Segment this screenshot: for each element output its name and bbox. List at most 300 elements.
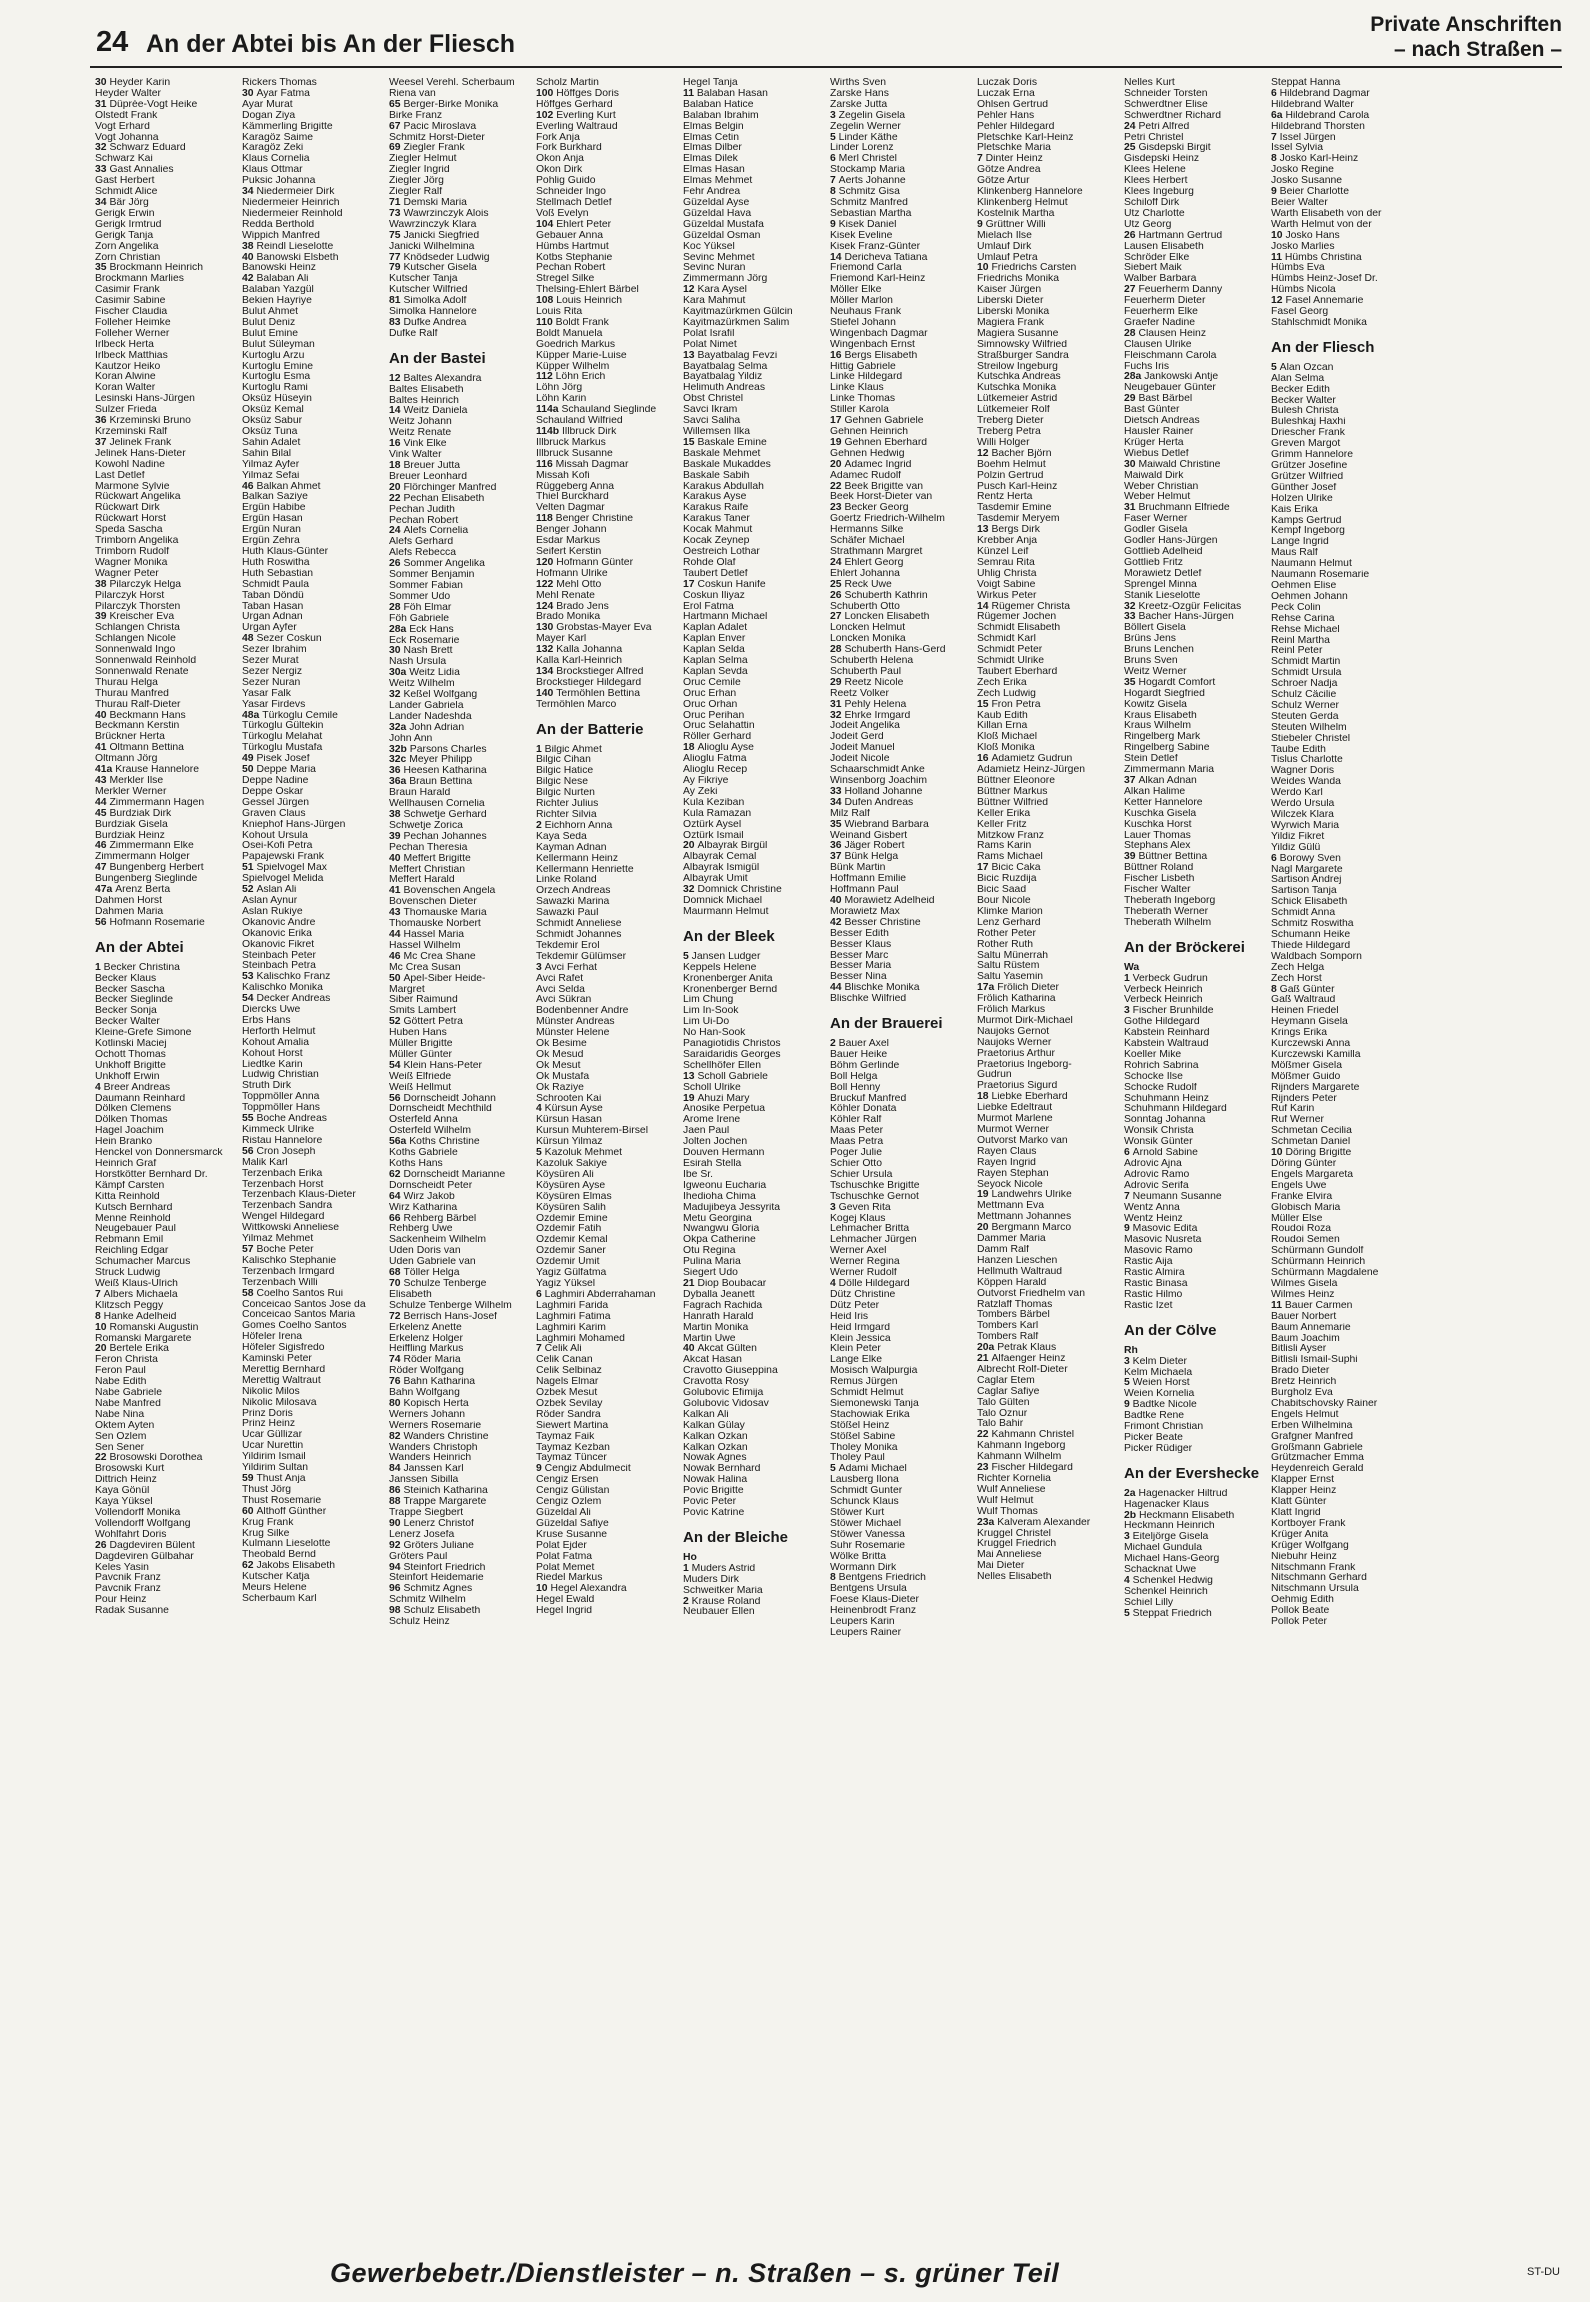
directory-entry: 20 Bertele Erika [95, 1344, 169, 1355]
directory-entry: Özdemir Saner [536, 1246, 606, 1257]
directory-entry: Masovic Nusreta [1124, 1235, 1202, 1246]
directory-entry: 57 Boche Peter [242, 1244, 314, 1255]
directory-entry: Klaus Ottmar [242, 165, 303, 176]
directory-entry: Zegelin Werner [830, 121, 901, 132]
directory-entry: Kürsun Yilmaz [536, 1137, 603, 1148]
directory-entry: Karakus Abdullah [683, 481, 764, 492]
directory-entry: 14 Rügemer Christa [977, 601, 1070, 612]
directory-entry: Schuberth Paul [830, 666, 902, 677]
directory-entry: Osterfeld Anna [389, 1115, 458, 1126]
directory-entry: Kostelnik Martha [977, 208, 1055, 219]
directory-entry: Taymaz Faik [536, 1431, 595, 1442]
directory-entry: 28a Jankowski Antje [1124, 372, 1219, 383]
directory-entry: Büttner Markus [977, 786, 1048, 797]
directory-entry: 9 Cengiz Abdulmecit [536, 1464, 631, 1475]
directory-entry: 12 Baltes Alexandra [389, 373, 482, 384]
directory-entry: Talo Bahir [977, 1419, 1024, 1430]
directory-entry: Ketter Hannelore [1124, 797, 1203, 808]
directory-entry: Kraus Wilhelm [1124, 721, 1191, 732]
directory-entry: Winsenborg Joachim [830, 776, 928, 786]
directory-entry: Dütz Christine [830, 1289, 896, 1300]
directory-entry: Ergün Zehra [242, 536, 300, 547]
directory-entry: 54 Klein Hans-Peter [389, 1060, 482, 1071]
directory-entry: Heydenreich Gerald [1271, 1464, 1364, 1475]
directory-entry: 10 Friedrichs Carsten [977, 263, 1077, 274]
directory-entry: Burdziak Heinz [95, 830, 165, 841]
directory-entry: Ziegler Jörg [389, 176, 444, 187]
directory-entry: Möller Elke [830, 285, 882, 296]
directory-entry: Wentz Anna [1124, 1202, 1180, 1213]
directory-entry: Praetorius Ingeborg- [977, 1059, 1072, 1070]
directory-entry: Özdemir Kemal [536, 1235, 608, 1246]
directory-entry: Sevinc Nuran [683, 263, 746, 274]
directory-entry: Magiera Susanne [977, 328, 1059, 339]
directory-entry: Möller Marlon [830, 296, 893, 307]
directory-entry: 19 Gehnen Eberhard [830, 437, 928, 448]
directory-entry: Kniephof Hans-Jürgen [242, 819, 346, 830]
directory-entry: Kamps Gertrud [1271, 515, 1342, 526]
directory-entry: Laghmiri Farida [536, 1300, 609, 1311]
directory-entry: Nikolic Milosava [242, 1397, 317, 1408]
directory-entry: Graven Claus [242, 808, 306, 819]
directory-entry: Tholey Monika [830, 1442, 898, 1453]
directory-entry: Erkelenz Holger [389, 1333, 463, 1344]
directory-entry: Alioglu Recep [683, 765, 748, 776]
directory-entry: Thurau Ralf-Dieter [95, 699, 181, 710]
directory-entry: Heid Irmgard [830, 1322, 891, 1333]
page-header [0, 0, 1590, 66]
directory-entry: Kutsch Bernhard [95, 1202, 173, 1213]
directory-entry: 32a John Adrian [389, 722, 465, 733]
directory-entry: Casimir Sabine [95, 296, 166, 307]
directory-entry: Illbruck Markus [536, 437, 606, 448]
directory-entry: 66 Rehberg Bärbel [389, 1213, 477, 1224]
directory-entry: Yasar Falk [242, 688, 291, 699]
directory-entry: Buleshkaj Haxhi [1271, 417, 1346, 428]
directory-entry: 11 Bauer Carmen [1271, 1300, 1353, 1311]
directory-entry: Bauer Heike [830, 1049, 888, 1060]
directory-entry: Schürmann Gundolf [1271, 1246, 1364, 1257]
directory-entry: Masovic Ramo [1124, 1246, 1193, 1257]
directory-entry: Polat Fatma [536, 1551, 593, 1562]
directory-entry: Gothe Hildegard [1124, 1017, 1200, 1028]
directory-entry: 56 Hofmann Rosemarie [95, 917, 205, 928]
directory-entry: Nabe Nina [95, 1409, 145, 1420]
directory-entry: 4 Dölle Hildegard [830, 1278, 910, 1289]
directory-entry: Adamietz Heinz-Jürgen [977, 765, 1085, 776]
directory-entry: Utz Charlotte [1124, 208, 1185, 219]
directory-entry: Banowski Heinz [242, 263, 316, 274]
directory-entry: Öztürk Ismail [683, 830, 744, 841]
directory-entry: Celik Canan [536, 1355, 593, 1366]
directory-entry: 62 Jakobs Elisabeth [242, 1561, 336, 1572]
directory-entry: Weitz Renate [389, 428, 452, 439]
directory-entry: 19 Landwehrs Ulrike [977, 1190, 1072, 1201]
directory-entry: Gaß Waltraud [1271, 995, 1336, 1006]
directory-entry: Kahmann Wilhelm [977, 1452, 1062, 1463]
directory-entry: 30 Ayar Fatma [242, 88, 310, 99]
directory-entry: Schmitz Horst-Dieter [389, 132, 485, 143]
page-title: An der Abtei bis An der Fliesch [146, 30, 516, 58]
directory-entry: 30 Maiwald Christine [1124, 459, 1221, 470]
directory-entry: Roudoi Semen [1271, 1235, 1340, 1246]
directory-entry: Coskun Iliyaz [683, 590, 745, 601]
directory-entry: Köysüren Ali [536, 1169, 594, 1180]
directory-entry: Ok Mesut [536, 1060, 581, 1071]
directory-entry: Becker Klaus [95, 973, 157, 984]
directory-entry: Praetorius Sigurd [977, 1081, 1058, 1092]
directory-entry: Merettig Waltraut [242, 1375, 321, 1386]
directory-entry: 1 Verbeck Gudrun [1124, 973, 1208, 984]
directory-entry: 9 Beier Charlotte [1271, 187, 1349, 198]
directory-entry: 33 Gast Annalies [95, 165, 174, 176]
directory-entry: Outvorst Marko van [977, 1135, 1068, 1146]
directory-entry: Albrecht Rolf-Dieter [977, 1364, 1068, 1375]
directory-entry: Güzeldal Safiye [536, 1518, 609, 1529]
directory-entry: Merkler Werner [95, 786, 167, 797]
directory-column [242, 78, 389, 2250]
directory-entry: 38 Reindl Lieselotte [242, 241, 334, 252]
directory-entry: Röller Gerhard [683, 732, 752, 743]
directory-entry: Neubauer Ellen [683, 1607, 755, 1618]
directory-entry: Oruc Erhan [683, 688, 737, 699]
directory-entry: Simolka Hannelore [389, 307, 477, 318]
directory-entry: Yildiz Fikret [1271, 831, 1325, 842]
directory-entry: Damm Ralf [977, 1244, 1029, 1255]
directory-entry: Oruc Orhan [683, 699, 738, 710]
directory-entry: 4 Breer Andreas [95, 1082, 171, 1093]
directory-entry: Köhler Donata [830, 1104, 897, 1115]
directory-entry: Besser Klaus [830, 939, 892, 950]
directory-entry: Greven Margot [1271, 439, 1341, 450]
directory-entry: Thomauske Norbert [389, 919, 481, 930]
directory-entry: Irlbeck Matthias [95, 350, 168, 361]
directory-entry: Schneider Torsten [1124, 88, 1208, 99]
directory-entry: Poger Julie [830, 1148, 882, 1159]
directory-entry: Josko Marlies [1271, 241, 1335, 252]
directory-entry: Ok Mustafa [536, 1071, 590, 1082]
directory-entry: 10 Hegel Alexandra [536, 1584, 627, 1595]
directory-entry: Ay Fikriye [683, 776, 729, 786]
directory-entry: 48 Sezer Coskun [242, 634, 322, 645]
directory-entry: Kalkan Özkan [683, 1442, 748, 1453]
directory-entry: 73 Wawrzinczyk Alois [389, 208, 489, 219]
directory-column [830, 78, 977, 2250]
directory-entry: Outvorst Friedhelm van [977, 1288, 1085, 1299]
directory-entry: Josko Regine [1271, 165, 1334, 176]
directory-entry: Kutschka Monika [977, 383, 1057, 394]
directory-entry: 9 Kisek Daniel [830, 219, 897, 230]
directory-entry: Schuhmann Heinz [1124, 1093, 1209, 1104]
directory-entry: 34 Niedermeier Dirk [242, 187, 335, 198]
directory-entry: Köysüren Elmas [536, 1191, 612, 1202]
directory-entry: Kautzor Heiko [95, 361, 161, 372]
directory-entry: 18 Alioglu Ayse [683, 743, 754, 754]
directory-entry: Hegel Ingrid [536, 1606, 593, 1617]
directory-entry: Kruggel Friedrich [977, 1539, 1057, 1550]
directory-entry: 12 Kara Aysel [683, 285, 747, 296]
directory-entry: Karakus Taner [683, 514, 750, 525]
directory-entry: Ruf Karin [1271, 1104, 1315, 1115]
directory-entry: Kabstein Reinhard [1124, 1028, 1210, 1039]
directory-entry: Elmas Belgin [683, 121, 744, 132]
directory-entry: 4 Kürsun Ayse [536, 1104, 603, 1115]
directory-entry: Thurau Manfred [95, 688, 169, 699]
directory-entry: 72 Berrisch Hans-Josef [389, 1311, 497, 1322]
directory-entry: Schenkel Heinrich [1124, 1586, 1208, 1597]
directory-entry: Frimont Christian [1124, 1422, 1204, 1433]
directory-entry: Kronenberger Anita [683, 973, 773, 984]
directory-entry: Terzenbach Irmgard [242, 1266, 335, 1277]
directory-entry: 3 Eitelјörge Gisela [1124, 1532, 1209, 1543]
street-heading: An der Bleek [683, 927, 775, 945]
directory-entry: Köysüren Salih [536, 1202, 606, 1213]
directory-entry: Terzenbach Sandra [242, 1201, 333, 1212]
directory-entry: Murmot Marlene [977, 1114, 1053, 1125]
directory-entry: Hagel Joachim [95, 1126, 164, 1137]
directory-entry: Baum Joachim [1271, 1333, 1340, 1344]
directory-entry: Bruns Lenchen [1124, 645, 1194, 656]
directory-entry: Mai Anneliese [977, 1550, 1042, 1561]
directory-entry: 20a Petrak Klaus [977, 1343, 1057, 1354]
directory-entry: Kelm Michaela [1124, 1367, 1193, 1378]
directory-entry: 10 Döring Brigitte [1271, 1148, 1352, 1159]
directory-entry: Sommer Udo [389, 591, 451, 602]
directory-entry: Türkoglu Mustafa [242, 743, 323, 754]
directory-entry: 64 Wirz Jakob [389, 1191, 455, 1202]
directory-entry: Sonnenwald Ingo [95, 645, 176, 656]
directory-entry: 18 Liebke Eberhard [977, 1092, 1068, 1103]
directory-entry: 76 Bahn Katharina [389, 1377, 476, 1388]
directory-entry: Stachowiak Erika [830, 1409, 910, 1420]
directory-entry: Dölken Thomas [95, 1115, 168, 1126]
directory-entry: Müller Brigitte [389, 1039, 453, 1050]
directory-entry: Besser Maria [830, 961, 892, 972]
directory-entry: Büttner Roland [1124, 863, 1194, 874]
directory-entry: Nabe Edith [95, 1377, 147, 1388]
directory-entry: Pour Heinz [95, 1595, 147, 1606]
directory-entry: 25 Gisdepski Birgit [1124, 143, 1211, 154]
directory-entry: Celik Selbinaz [536, 1366, 602, 1377]
directory-entry: Balaban Yazgül [242, 285, 314, 296]
directory-entry: Jaen Paul [683, 1126, 730, 1137]
directory-entry: 90 Lenerz Christof [389, 1518, 474, 1529]
directory-entry: Esdar Markus [536, 536, 601, 547]
street-heading: An der Evershecke [1124, 1464, 1260, 1482]
directory-entry: Koths Hans [389, 1159, 443, 1169]
directory-entry: 16 Bergs Elisabeth [830, 350, 918, 361]
directory-entry: 2a Hagenacker Hiltrud [1124, 1488, 1228, 1499]
directory-entry: Warth Helmut von der [1271, 219, 1372, 230]
directory-entry: Brockmann Marlies [95, 274, 184, 285]
directory-entry: Issel Sylvia [1271, 143, 1323, 154]
directory-entry: Eck Rosemarie [389, 635, 460, 646]
directory-entry: Klaus Cornelia [242, 154, 310, 165]
directory-entry: Dahmen Maria [95, 906, 164, 917]
directory-entry: Hümbs Nicola [1271, 285, 1336, 296]
directory-entry: Okanovic Andre [242, 917, 316, 928]
directory-entry: 35 Brockmann Heinrich [95, 263, 204, 274]
directory-entry: Rastic Almira [1124, 1268, 1185, 1279]
directory-entry: Siebert Maik [1124, 263, 1182, 274]
directory-entry: Schumacher Marcus [95, 1257, 191, 1268]
directory-entry: Schmidt Helmut [830, 1388, 904, 1399]
directory-entry: Rüggeberg Anna [536, 481, 614, 492]
directory-entry: Okanovic Erika [242, 928, 312, 939]
directory-entry: Thust Rosemarie [242, 1495, 322, 1506]
directory-entry: Nash Ursula [389, 657, 447, 668]
directory-entry: Werners Rosemarie [389, 1420, 482, 1431]
directory-entry: Thurau Helga [95, 677, 158, 688]
directory-entry: Ihedioha Chima [683, 1191, 756, 1202]
directory-entry: Terzenbach Horst [242, 1179, 324, 1190]
directory-entry: Pilarczyk Horst [95, 590, 165, 601]
directory-entry: Keller Erika [977, 808, 1031, 819]
directory-entry: Maus Ralf [1271, 548, 1318, 559]
directory-entry: 7 Dinter Heinz [977, 154, 1043, 165]
directory-entry: Dietsch Andreas [1124, 416, 1200, 427]
directory-entry: Hausler Rainer [1124, 427, 1194, 437]
directory-entry: Münster Andreas [536, 1017, 615, 1028]
directory-entry: Richter Julius [536, 799, 599, 810]
directory-entry: Besser Nina [830, 972, 887, 983]
directory-entry: Gerigk Erwin [95, 208, 155, 219]
directory-entry: 16 Vink Elke [389, 439, 447, 450]
directory-entry: Boldt Manuela [536, 328, 603, 339]
directory-entry: Hoffmann Paul [830, 885, 899, 896]
directory-entry: Taubert Detlef [683, 568, 748, 579]
directory-entry: 40 Banowski Elsbeth [242, 252, 339, 263]
directory-entry: Oehmen Elise [1271, 580, 1337, 591]
directory-entry: Alioglu Fatma [683, 754, 747, 765]
directory-entry: Kalischko Stephanie [242, 1255, 337, 1266]
directory-entry: Nitschmann Gerhard [1271, 1573, 1367, 1584]
directory-entry: Fork Anja [536, 132, 580, 143]
directory-entry: 6a Hildebrand Carola [1271, 110, 1370, 121]
directory-entry: Cengiz Gülistan [536, 1486, 610, 1497]
directory-entry: 68 Töller Helga [389, 1268, 460, 1279]
directory-entry: Saraidaridis Georges [683, 1049, 781, 1060]
directory-entry: Siewert Martina [536, 1420, 609, 1431]
directory-entry: Lesinski Hans-Jürgen [95, 394, 195, 405]
directory-entry: 20 Flörchinger Manfred [389, 482, 497, 493]
directory-entry: Okanovic Fikret [242, 939, 315, 950]
directory-entry: Öksüz Tuna [242, 427, 298, 437]
directory-entry: Köysüren Ayse [536, 1180, 606, 1191]
directory-entry: Kula Ramazan [683, 808, 752, 819]
district-code: Ho [683, 1552, 697, 1563]
directory-entry: Zimmermann Jörg [683, 274, 768, 285]
directory-entry: Pletschke Maria [977, 143, 1051, 154]
directory-entry: 75 Janicki Siegfried [389, 230, 480, 241]
directory-entry: Pollok Peter [1271, 1617, 1328, 1628]
directory-entry: Cravotto Giuseppina [683, 1366, 778, 1377]
directory-entry: Wilmes Heinz [1271, 1289, 1335, 1300]
directory-entry: 81 Simolka Adolf [389, 296, 467, 307]
directory-entry: Kocak Zeynep [683, 536, 750, 547]
directory-entry: Metu Georgina [683, 1213, 752, 1224]
directory-entry: Savci Ikram [683, 405, 738, 416]
directory-entry: Boll Henny [830, 1082, 881, 1093]
directory-entry: 5 Kazoluk Mehmet [536, 1148, 623, 1159]
directory-entry: Taubert Eberhard [977, 666, 1058, 677]
directory-entry: Daumann Reinhard [95, 1093, 186, 1104]
directory-entry: 9 Grüttner Willi [977, 219, 1046, 230]
directory-entry: 50 Apel-Siber Heide- [389, 973, 486, 984]
directory-entry: 52 Aslan Ali [242, 885, 297, 896]
directory-entry: Pehler Hans [977, 110, 1035, 121]
directory-entry: Scholz Martin [536, 78, 599, 88]
directory-entry: 84 Janssen Karl [389, 1464, 464, 1475]
directory-entry: Keppels Helene [683, 962, 757, 973]
directory-entry: Güzeldal Hava [683, 208, 752, 219]
directory-entry: 39 Büttner Bettina [1124, 852, 1208, 863]
directory-entry: Theobald Bernd [242, 1550, 316, 1561]
directory-entry: 6 Hildebrand Dagmar [1271, 88, 1370, 99]
directory-entry: Rastic Izet [1124, 1300, 1173, 1311]
directory-entry: Werner Axel [830, 1246, 887, 1257]
directory-entry: Wippich Manfred [242, 230, 320, 241]
directory-entry: Bulesh Christa [1271, 406, 1339, 417]
directory-entry: 12 Bacher Björn [977, 448, 1052, 459]
directory-entry: Türkoglu Melahat [242, 732, 323, 743]
directory-entry: 6 Arnold Sabine [1124, 1148, 1198, 1159]
directory-entry: Naumann Helmut [1271, 559, 1352, 570]
directory-entry: Schwetje Zorica [389, 820, 463, 831]
directory-entry: 28 Schuberth Hans-Gerd [830, 645, 946, 656]
directory-entry: 10 Josko Hans [1271, 230, 1340, 241]
directory-entry: Oehmig Edith [1271, 1595, 1334, 1606]
directory-entry: Huth Sebastian [242, 568, 314, 579]
directory-entry: Orzech Andreas [536, 886, 611, 897]
directory-entry: Utz Georg [1124, 219, 1172, 230]
directory-entry: 134 Brockstieger Alfred [536, 666, 644, 677]
directory-entry: Ucar Nurettin [242, 1441, 304, 1452]
directory-entry: Wanders Christoph [389, 1442, 478, 1453]
directory-entry: Kutscher Wilfried [389, 285, 468, 296]
directory-entry: 33 Holland Johanne [830, 786, 923, 797]
directory-entry: 6 Borowy Sven [1271, 853, 1341, 864]
directory-entry: Schmidt Ulrike [977, 656, 1044, 667]
directory-entry: Conceicao Santos Maria [242, 1310, 356, 1321]
directory-entry: Krüger Anita [1271, 1529, 1329, 1540]
directory-entry: Holzen Ulrike [1271, 493, 1333, 504]
directory-entry: Golubovic Vidosav [683, 1398, 769, 1409]
directory-entry: Speda Sascha [95, 525, 163, 536]
directory-entry: Talo Öznur [977, 1408, 1028, 1419]
directory-entry: Gehnen Hedwig [830, 448, 905, 459]
directory-entry: Yilmaz Mehmet [242, 1234, 314, 1245]
directory-entry: Caglar Safiye [977, 1386, 1040, 1397]
directory-entry: 40 Morawietz Adelheid [830, 895, 935, 906]
directory-entry: Riena van [389, 88, 436, 99]
directory-entry: 8 Hanke Adelheid [95, 1311, 177, 1322]
directory-entry: Hanrath Harald [683, 1311, 754, 1322]
directory-entry: Oruc Cemile [683, 677, 741, 688]
directory-entry: Nagels Elmar [536, 1377, 599, 1388]
directory-entry: Beckmann Kerstin [95, 721, 180, 732]
directory-entry: Adamec Rudolf [830, 470, 902, 481]
directory-entry: Mosisch Walpurgia [830, 1366, 918, 1377]
directory-entry: 69 Ziegler Frank [389, 143, 465, 154]
directory-entry: Erbs Hans [242, 1015, 291, 1026]
directory-entry: Hagenacker Klaus [1124, 1499, 1209, 1510]
directory-entry: Otu Regina [683, 1246, 736, 1257]
directory-entry: Meffert Harald [389, 875, 455, 886]
directory-entry: Luczak Erna [977, 88, 1035, 99]
directory-entry: Koran Alwine [95, 372, 156, 383]
directory-column [536, 78, 683, 2250]
